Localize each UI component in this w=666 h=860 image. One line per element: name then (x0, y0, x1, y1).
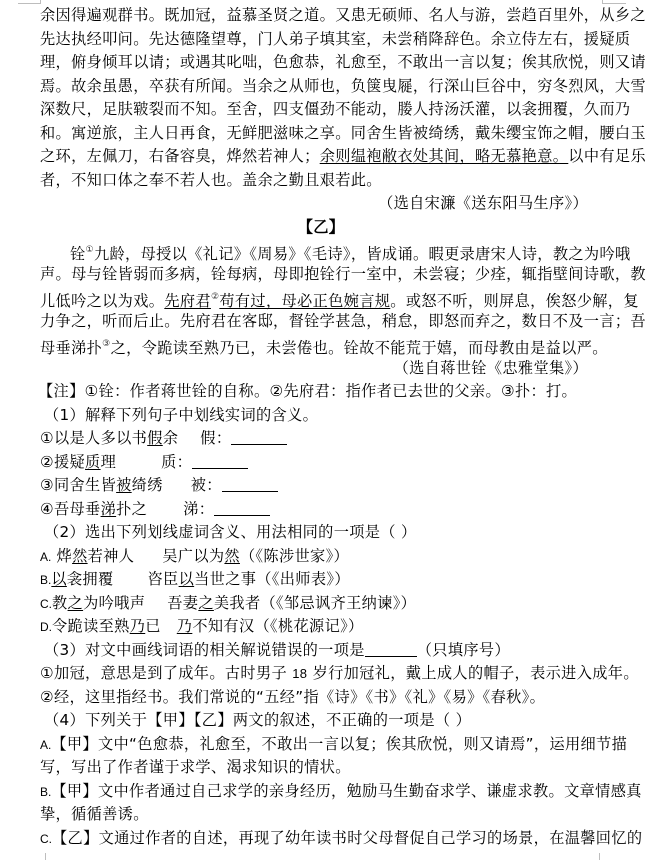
passage-line: 理，俯身倾耳以请；或遇其叱咄，色愈恭，礼愈至，不敢出一言以复；俟其欣悦，则又请 (40, 53, 646, 71)
option-label: C. (40, 831, 52, 846)
page-corner-mark-bottom-left (45, 853, 46, 860)
footnote-marker: ② (210, 292, 220, 302)
passage-line (40, 333, 608, 357)
question-item (40, 498, 602, 522)
underlined-word: 然 (72, 546, 88, 565)
option-label: B. (40, 573, 52, 587)
text: 令跪读至熟 (52, 617, 130, 635)
source-citation: （选自宋濂《送东阳马生序》） (378, 194, 588, 212)
passage-jia (40, 4, 646, 216)
passage-line: 和。寓逆旅，主人日再食，无鲜肥滋味之享。同舍生皆被绮绣，戴朱缨宝饰之帽，腰白玉 (40, 123, 646, 142)
text: 吴广以为 (162, 546, 225, 565)
page-corner-mark-top-left-h (18, 3, 40, 4)
text: （《陈涉世家》） (239, 546, 350, 565)
answer-blank[interactable] (192, 454, 248, 469)
number: 18 (292, 666, 308, 681)
answer-blank[interactable] (222, 477, 278, 492)
option-label: D. (40, 620, 52, 634)
text: 为吟哦声 (83, 593, 146, 612)
underlined-word: 以 (51, 570, 67, 588)
text: 美我者（《邹忌讽齐王纳谏》） (213, 593, 417, 612)
underlined-word: 假 (147, 429, 163, 447)
underlined-word: 然 (224, 546, 240, 565)
option-label: A. (40, 549, 52, 564)
text: （只填序号） (416, 640, 510, 659)
source-citation: （选自蒋世铨《忠雅堂集》） (393, 358, 588, 377)
text: 若神人 (87, 546, 135, 565)
text: 咨臣 (147, 570, 179, 588)
answer-label: 假： (200, 429, 232, 447)
text: 以中有足乐 (568, 147, 646, 165)
text: 不知有汉（《桃花源记》） (192, 617, 364, 635)
text: 岁行加冠礼，戴上成人的帽子，表示进入成年。 (307, 664, 639, 682)
choice-option-a-continued: 写，写出了作者谨于求学、渴求知识的情状。 (40, 758, 351, 776)
text: 。或怒不听，则屏息，俟怒少解，复 (390, 292, 639, 310)
footnote-marker: ① (85, 245, 94, 255)
text: 之，令跪读至熟乃已，未尝倦也。铨故不能荒于嬉，而母教由是益以严。 (110, 339, 608, 357)
text: ③同舍生皆 (40, 476, 117, 494)
text: 教 (52, 593, 68, 612)
text: ①以是人多以书 (40, 429, 148, 447)
text: 【甲】文中作者通过自己求学的亲身经历，勉励马生勤奋求学、谦虚求教。文章情感真 (51, 781, 642, 800)
choice-option-d (40, 615, 602, 639)
question-title: （2）选出下列划线虚词含义、用法相同的一项是（ ） (44, 523, 417, 541)
question-4 (40, 709, 643, 850)
text: 【甲】文中“色愈恭，礼愈至，不敢出一言以复；俟其欣悦，则又请焉”，运用细节描 (51, 734, 628, 753)
annotation-notes: 【注】①铨：作者蒋世铨的自称。②先府君：指作者已去世的父亲。③扑：打。 (38, 382, 578, 400)
underlined-word: 之 (198, 593, 214, 612)
underlined-word: 涕 (100, 499, 117, 518)
statement-item: ②经，这里指经书。我们常说的“五经”指《诗》《书》《礼》《易》《春秋》。 (40, 687, 546, 706)
page-corner-mark-top-right-v (602, 0, 603, 4)
choice-option-c (40, 592, 602, 616)
text: 衾拥覆 (66, 570, 114, 588)
text: 母垂涕扑 (40, 339, 103, 357)
question-item (40, 451, 602, 475)
passage-yi (40, 216, 646, 381)
passage-line: 焉。故余虽愚，卒获有所闻。当余之从师也，负箧曳屣，行深山巨谷中，穷冬烈风，大雪 (40, 76, 646, 95)
text: ②援疑 (40, 452, 86, 471)
choice-option-c (40, 827, 643, 851)
question-1 (40, 404, 602, 522)
question-item (40, 474, 602, 498)
text: 扑之 (116, 499, 148, 518)
underlined-word: 之 (67, 593, 84, 612)
text: 当世之事（《出师表》） (194, 570, 350, 588)
underlined-word: 以 (178, 570, 195, 588)
text: 余 (162, 429, 179, 447)
passage-line (40, 286, 639, 310)
question-title: （4）下列关于【甲】【乙】两文的叙述，不正确的一项是（ ） (44, 711, 472, 729)
text: 理 (100, 452, 117, 471)
choice-option-b (40, 568, 602, 592)
text: 已 (145, 617, 161, 635)
text: （3）对文中画线词语的相关解说错误的一项是 (44, 640, 365, 659)
answer-label: 涕： (183, 499, 215, 518)
answer-label: 被： (190, 476, 222, 494)
passage-line (40, 145, 646, 169)
answer-blank[interactable] (214, 501, 270, 516)
statement-item (40, 662, 639, 686)
passage-line: 力争之，听而后止。先府君在客邸，督铨学甚急，稍怠，即怒而弃之，数日不及一言；吾 (40, 311, 646, 330)
passage-line (40, 239, 631, 263)
page-corner-mark-top-right-h (602, 3, 626, 4)
passage-line: 余因得遍观群书。既加冠，益慕圣贤之道。又患无硕师、名人与游，尝趋百里外，从乡之 (40, 6, 646, 24)
passage-line: 深数尺，足肤皲裂而不知。至舍，四支僵劲不能动，媵人持汤沃灌，以衾拥覆，久而乃 (40, 100, 631, 118)
question-title (40, 639, 602, 663)
question-2 (40, 521, 602, 639)
document-page (38, 4, 646, 850)
choice-option-b (40, 780, 642, 804)
text: 烨 (56, 546, 73, 565)
page-corner-mark-bottom-right (599, 853, 600, 860)
underlined-sentence: 余则缊袍敝衣处其间，略无慕艳意。 (319, 147, 569, 165)
underlined-word: 乃 (129, 617, 146, 635)
passage-line: 声。母与铨皆弱而多病，铨每病，母即抱铨行一室中，未尝寝；少痊，辄指壁间诗歌，教 (40, 264, 646, 283)
text: ①加冠，意思是到了成年。古时男子 (40, 664, 293, 682)
text: 儿低吟之以为戏。 (40, 292, 165, 310)
text: ④吾母垂 (40, 499, 101, 518)
text: 吾妻 (167, 593, 199, 612)
choice-option-a (40, 545, 602, 569)
underlined-sentence: 苟有过，母必正色婉言规 (219, 292, 391, 310)
text: 绮绣 (131, 476, 163, 494)
answer-blank[interactable] (231, 430, 287, 445)
underlined-word: 被 (116, 476, 132, 494)
question-title: （1）解释下列句子中划线实词的含义。 (44, 405, 319, 424)
text: 铨 (70, 245, 86, 263)
option-label: C. (40, 596, 52, 611)
question-item (40, 427, 602, 451)
text: 之环，左佩刀，右备容臭，烨然若神人； (40, 147, 320, 165)
underlined-word: 乃 (176, 617, 193, 635)
passage-line: 者，不知口体之奉不若人也。盖余之勤且艰若此。 (40, 170, 382, 189)
underlined-word: 质 (85, 452, 101, 471)
passage-line: 先达执经叩问。先达德隆望尊，门人弟子填其室，未尝稍降辞色。余立侍左右，援疑质 (40, 29, 631, 48)
question-3 (40, 639, 639, 710)
footnote-marker: ③ (102, 339, 111, 349)
underlined-word: 先府君 (164, 292, 211, 310)
answer-blank[interactable] (365, 642, 417, 657)
text: 【乙】文通过作者的自述，再现了幼年读书时父母督促自己学习的场景，在温馨回忆的 (52, 828, 643, 847)
text: 九龄，母授以《礼记》《周易》《毛诗》，皆成诵。暇更录唐宋人诗，教之为吟哦 (93, 245, 631, 263)
choice-option-a (40, 733, 628, 757)
passage-heading: 【乙】 (297, 217, 345, 236)
choice-option-b-continued: 挚，循循善诱。 (40, 805, 149, 823)
option-label: B. (40, 784, 52, 799)
option-label: A. (40, 737, 52, 752)
answer-label: 质： (161, 452, 193, 471)
